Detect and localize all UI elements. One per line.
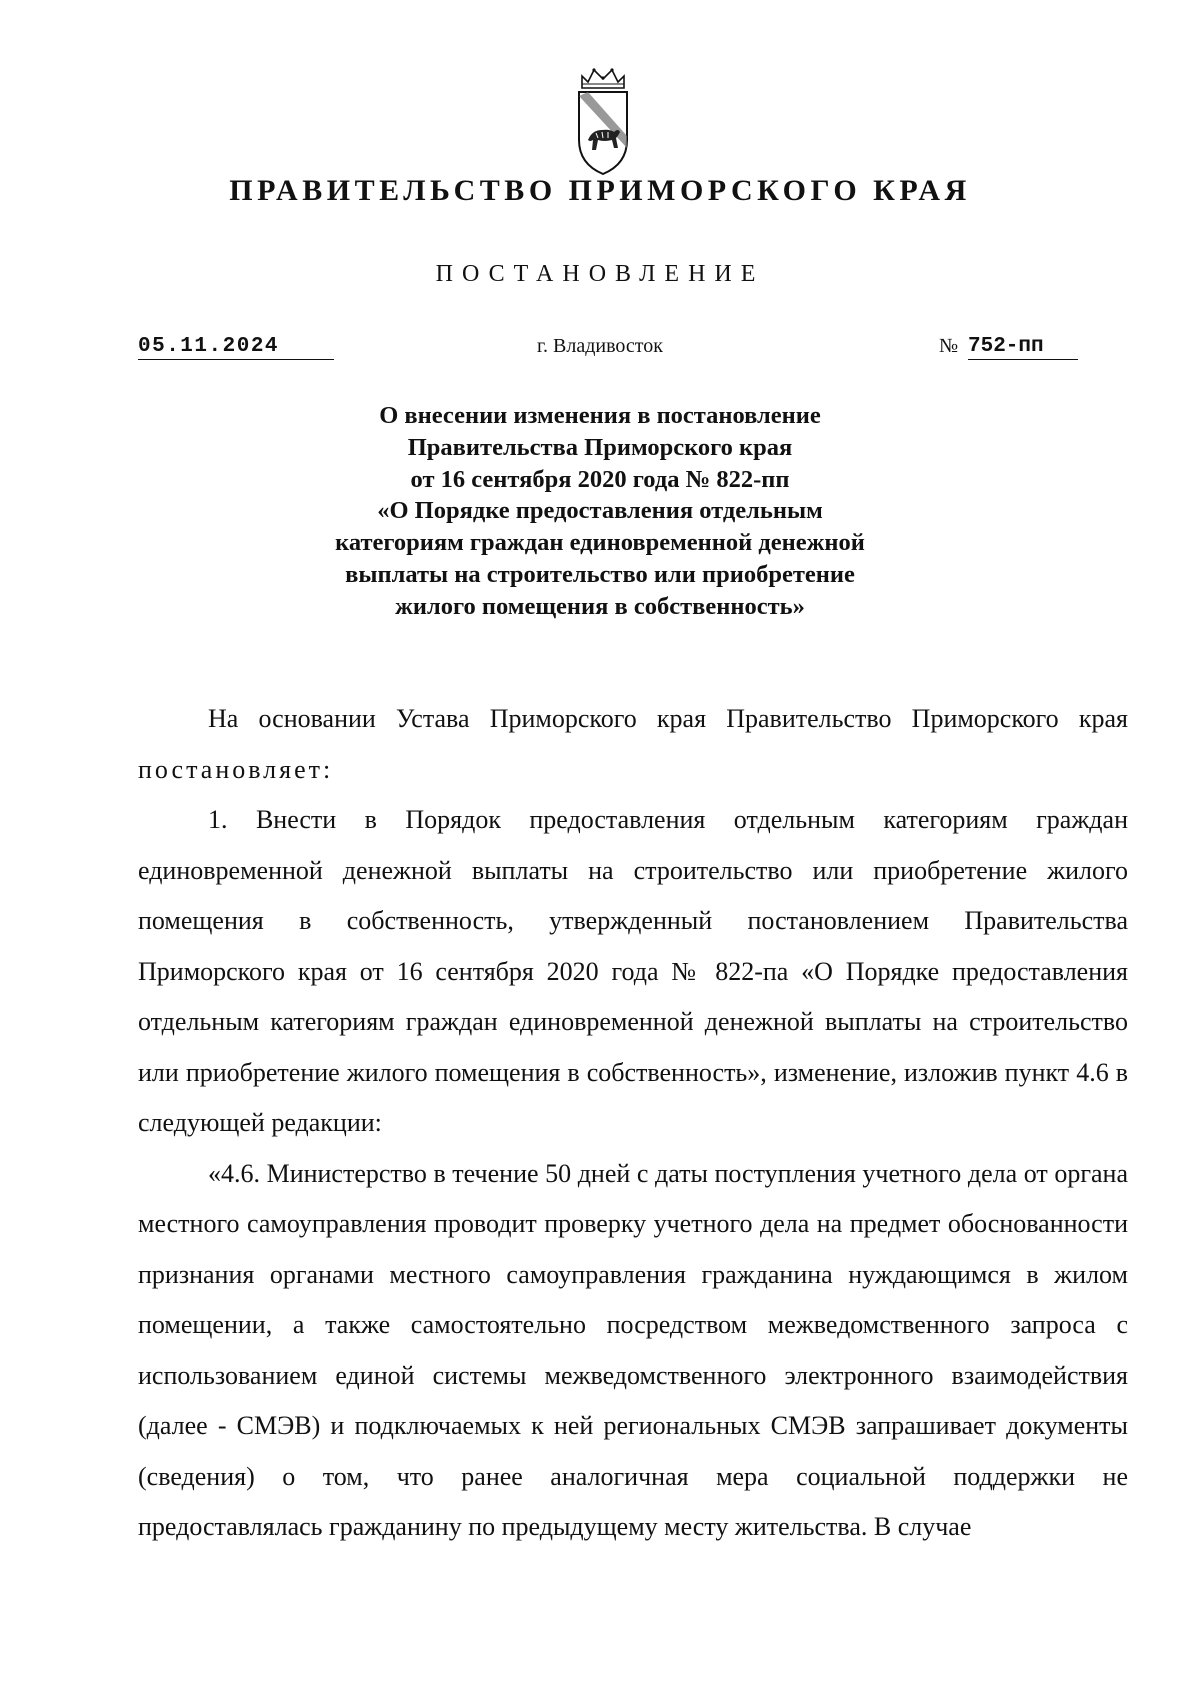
document-title: [200, 400, 1000, 623]
title-line: Правительства Приморского края: [407, 433, 793, 461]
title-line: выплаты на строительство или приобретение: [345, 560, 855, 588]
title-line: «О Порядке предоставления отдельным: [377, 497, 823, 525]
number-sign: №: [939, 335, 959, 357]
title-line: категориям граждан единовременной денежной: [335, 529, 865, 557]
coat-of-arms-icon: [576, 66, 630, 178]
government-name: ПРАВИТЕЛЬСТВО ПРИМОРСКОГО КРАЯ: [229, 174, 971, 207]
title-line: от 16 сентября 2020 года № 822-пп: [410, 465, 790, 493]
document-type: ПОСТАНОВЛЕНИЕ: [435, 261, 765, 287]
paragraph-1: 1. Внести в Порядок предоставления отдельным категориям граждан единовременной денежной выплаты на строительство или приобретение жилого помещения в собственность, утвержденный постановлением Правительства Приморского края от 16 сентября 2020 года № 822-па «О Порядке предоставления отдельным категориям граждан единовременной денежной выплаты на строительство или приобретение жилого помещения в собственность», изменение, изложив пункт 4.6 в следующей редакции:: [138, 805, 1128, 1137]
preamble-paragraph: [138, 694, 1128, 795]
title-line: О внесении изменения в постановление: [379, 402, 821, 429]
document-body: [138, 694, 1128, 1553]
document-number: 752-пп: [968, 336, 1078, 360]
paragraph-2: «4.6. Министерство в течение 50 дней с даты поступления учетного дела от органа местного самоуправления проводит проверку учетного дела на предмет обоснованности признания органами местного самоуправления гражданина нуждающимся в жилом помещении, а также самостоятельно посредством межведомственного запроса с использованием единой системы межведомственного электронного взаимодействия (далее - СМЭВ) и подключаемых к ней региональных СМЭВ запрашивает документы (сведения) о том, что ранее аналогичная мера социальной поддержки не предоставлялась гражданину по предыдущему месту жительства. В случае: [138, 1158, 1128, 1541]
preamble-verb: постановляет:: [138, 754, 334, 784]
preamble-text: На основании Устава Приморского края Правительство Приморского края: [208, 704, 1128, 733]
document-city: г. Владивосток: [537, 335, 663, 357]
document-date: 05.11.2024: [138, 336, 334, 360]
title-line: жилого помещения в собственность»: [395, 592, 805, 620]
